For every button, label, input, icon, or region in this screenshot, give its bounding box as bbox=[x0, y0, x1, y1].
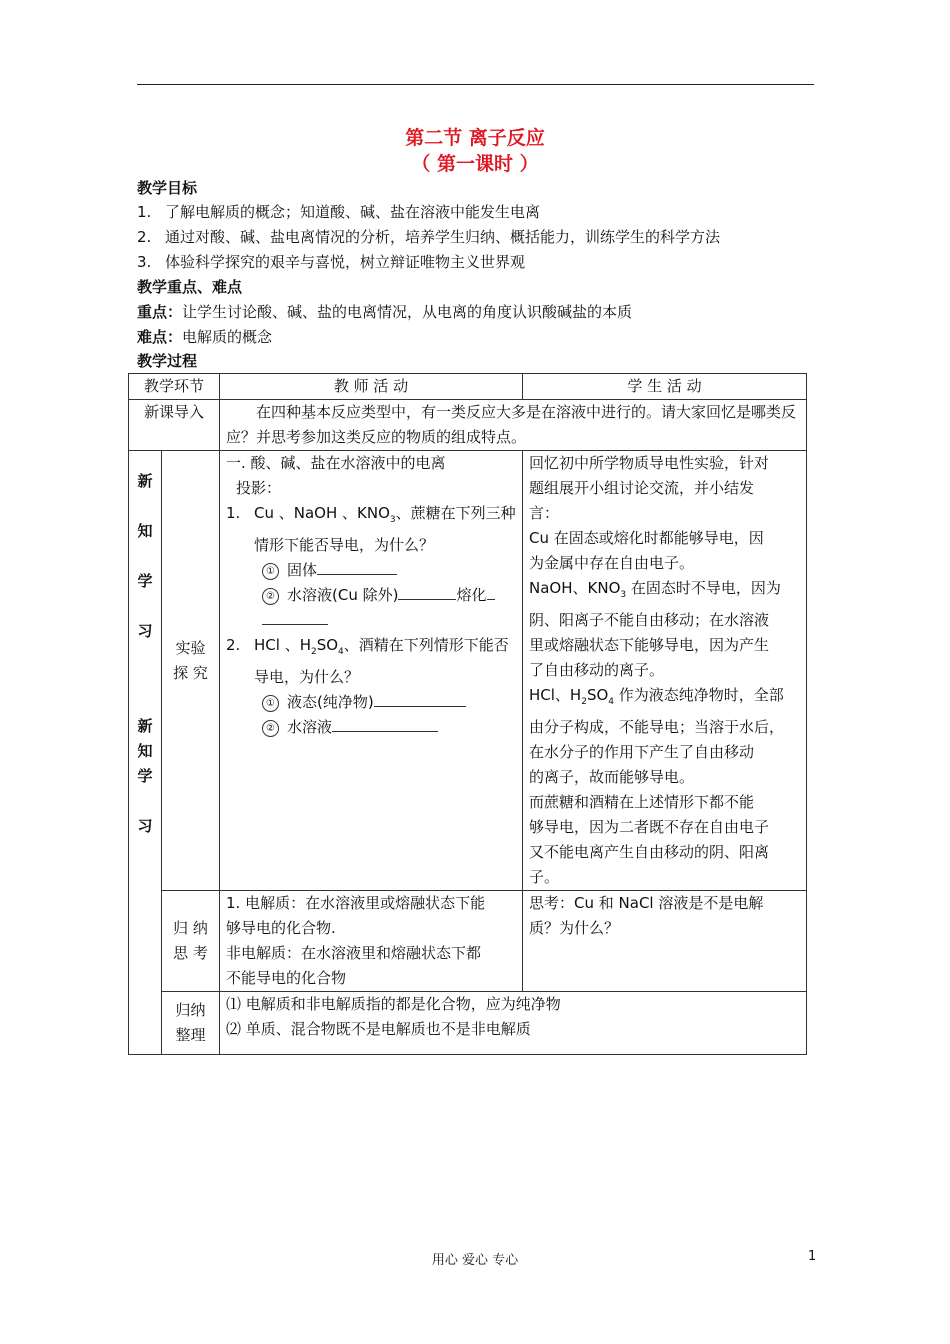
student-text: Cu 在固态或熔化时都能够导电，因 bbox=[529, 529, 764, 547]
section-char: 知 bbox=[137, 742, 153, 760]
student-text-part: NaOH、KNO bbox=[529, 579, 621, 597]
stage-label: 思 考 bbox=[173, 944, 208, 962]
question-text: 导电，为什么？ bbox=[254, 668, 360, 686]
organize-stage bbox=[162, 992, 220, 1055]
subscript: 2 bbox=[310, 647, 317, 657]
page-title: 第二节 离子反应 bbox=[405, 127, 545, 149]
answer-blank[interactable] bbox=[332, 717, 438, 732]
header-teacher: 教 师 活 动 bbox=[220, 374, 523, 400]
section-char: 学 bbox=[137, 767, 153, 785]
subscript: 3 bbox=[620, 590, 627, 600]
section-char: 习 bbox=[137, 817, 153, 835]
section-char: 学 bbox=[137, 572, 153, 590]
question-text: 、蔗糖在下列三种 bbox=[395, 504, 516, 522]
table-row-organize bbox=[129, 992, 807, 1055]
student-text: 质？为什么？ bbox=[529, 919, 620, 937]
intro-text: 在四种基本反应类型中，有一类反应大多是在溶液中进行的。请大家回忆是哪类反应？并思考参加这类反应的物质的组成特点。 bbox=[220, 400, 807, 451]
experiment-stage bbox=[162, 451, 220, 891]
footer-text: 用心 爱心 专心 bbox=[431, 1253, 519, 1268]
objective-3 bbox=[137, 251, 525, 272]
header-rule bbox=[137, 84, 814, 85]
student-text-part: SO bbox=[586, 686, 609, 704]
student-text: 由分子构成，不能导电；当溶于水后， bbox=[529, 718, 785, 736]
objectives-heading: 教学目标 bbox=[137, 179, 198, 197]
teacher-heading: 一. 酸、碱、盐在水溶液中的电离 bbox=[226, 454, 446, 472]
process-heading: 教学过程 bbox=[137, 352, 198, 370]
stage-label: 探 究 bbox=[173, 664, 208, 682]
teaching-process-table bbox=[128, 373, 807, 1055]
summary-stage bbox=[162, 891, 220, 992]
key-points-heading: 教学重点、难点 bbox=[137, 278, 243, 296]
student-text: 思考：Cu 和 NaCl 溶液是不是电解 bbox=[529, 894, 764, 912]
subscript: 4 bbox=[608, 697, 615, 707]
teacher-text: 够导电的化合物. bbox=[226, 919, 336, 937]
student-text: 言： bbox=[529, 504, 560, 522]
header-student: 学 生 活 动 bbox=[523, 374, 807, 400]
organize-text: ⑵ 单质、混合物既不是电解质也不是非电解质 bbox=[226, 1020, 531, 1038]
question-text: SO bbox=[316, 636, 339, 654]
answer-blank[interactable] bbox=[374, 692, 466, 707]
organize-content bbox=[220, 992, 807, 1055]
section-char: 知 bbox=[137, 522, 153, 540]
answer-blank[interactable] bbox=[487, 585, 495, 600]
summary-student bbox=[523, 891, 807, 992]
question-number: 1. bbox=[226, 504, 241, 522]
q1-option-1 bbox=[226, 558, 516, 583]
teacher-text: 1. 电解质：在水溶液里或熔融状态下能 bbox=[226, 894, 486, 912]
focus-line bbox=[137, 301, 632, 322]
stage-label: 归 纳 bbox=[173, 919, 208, 937]
question-text: 、酒精在下列情形下能否 bbox=[343, 636, 509, 654]
teacher-text: 不能导电的化合物 bbox=[226, 969, 347, 987]
projection-label: 投影： bbox=[236, 479, 282, 497]
table-header-row bbox=[129, 374, 807, 400]
difficulty-label: 难点： bbox=[137, 328, 183, 346]
student-text: 够导电，因为二者既不存在自由电子 bbox=[529, 818, 770, 836]
option-text: 固体 bbox=[287, 561, 318, 579]
option-text: 水溶液(Cu 除外) bbox=[287, 586, 399, 604]
teacher-text: 非电解质：在水溶液里和熔融状态下都 bbox=[226, 944, 482, 962]
answer-blank[interactable] bbox=[398, 585, 456, 600]
student-text: 为金属中存在自由电子。 bbox=[529, 554, 695, 572]
student-text: 在水分子的作用下产生了自由移动 bbox=[529, 743, 755, 761]
question-text: 情形下能否导电，为什么？ bbox=[254, 536, 435, 554]
intro-stage: 新课导入 bbox=[129, 400, 220, 451]
student-text: 了自由移动的离子。 bbox=[529, 661, 665, 679]
experiment-student bbox=[523, 451, 807, 891]
circled-number-icon: ② bbox=[262, 720, 279, 737]
student-text: 里或熔融状态下能够导电，因为产生 bbox=[529, 636, 770, 654]
question-text: HCl 、H bbox=[254, 636, 311, 654]
focus-label: 重点： bbox=[137, 303, 183, 321]
organize-text: ⑴ 电解质和非电解质指的都是化合物，应为纯净物 bbox=[226, 995, 561, 1013]
student-text: 题组展开小组讨论交流，并小结发 bbox=[529, 479, 755, 497]
option-text: 水溶液 bbox=[287, 718, 333, 736]
difficulty-line bbox=[137, 326, 272, 347]
objective-2 bbox=[137, 226, 720, 247]
circled-number-icon: ② bbox=[262, 588, 279, 605]
stage-label: 整理 bbox=[175, 1026, 206, 1044]
q2-option-1 bbox=[226, 690, 516, 715]
table-row-intro bbox=[129, 400, 807, 451]
student-text bbox=[529, 683, 800, 715]
objective-text: 了解电解质的概念；知道酸、碱、盐在溶液中能发生电离 bbox=[165, 203, 541, 221]
experiment-teacher bbox=[220, 451, 523, 891]
question-number: 2. bbox=[226, 636, 241, 654]
difficulty-text: 电解质的概念 bbox=[182, 328, 273, 346]
header-stage: 教学环节 bbox=[129, 374, 220, 400]
q1-option-2 bbox=[226, 583, 516, 608]
stage-label: 实验 bbox=[175, 639, 206, 657]
objective-text: 通过对酸、碱、盐电离情况的分析，培养学生归纳、概括能力，训练学生的科学方法 bbox=[165, 228, 721, 246]
question-2 bbox=[226, 633, 516, 665]
circled-number-icon: ① bbox=[262, 695, 279, 712]
subscript: 2 bbox=[581, 697, 587, 707]
objective-1 bbox=[137, 201, 540, 222]
q1-option-2-cont bbox=[226, 608, 516, 633]
student-text-part: HCl、H bbox=[529, 686, 582, 704]
stage-label: 归纳 bbox=[175, 1001, 206, 1019]
option-text: 液态(纯净物) bbox=[287, 693, 374, 711]
student-text: 又不能电离产生自由移动的阴、阳离 bbox=[529, 843, 770, 861]
table-row-experiment bbox=[129, 451, 807, 891]
summary-teacher bbox=[220, 891, 523, 992]
subscript: 3 bbox=[389, 515, 396, 525]
student-text-part: 作为液态纯净物时，全部 bbox=[614, 686, 784, 704]
circled-number-icon: ① bbox=[262, 563, 279, 580]
table-row-summary bbox=[129, 891, 807, 992]
page-number: 1 bbox=[808, 1249, 817, 1264]
objective-number: 3. bbox=[137, 253, 152, 271]
focus-text: 让学生讨论酸、碱、盐的电离情况，从电离的角度认识酸碱盐的本质 bbox=[182, 303, 633, 321]
subscript: 4 bbox=[338, 647, 344, 657]
answer-blank[interactable] bbox=[262, 610, 328, 625]
page-subtitle: （ 第一课时 ） bbox=[411, 153, 539, 175]
student-text: 的离子，故而能够导电。 bbox=[529, 768, 695, 786]
option-text: 熔化 bbox=[456, 586, 487, 604]
section-char: 新 bbox=[137, 472, 153, 490]
objective-number: 2. bbox=[137, 228, 152, 246]
q2-option-2 bbox=[226, 715, 516, 740]
answer-blank[interactable] bbox=[317, 560, 397, 575]
student-text: 回忆初中所学物质导电性实验，针对 bbox=[529, 454, 770, 472]
objective-number: 1. bbox=[137, 203, 152, 221]
section-label bbox=[129, 451, 162, 1055]
question-1 bbox=[226, 501, 516, 533]
student-text: 而蔗糖和酒精在上述情形下都不能 bbox=[529, 793, 755, 811]
section-char: 习 bbox=[137, 622, 153, 640]
student-text: 阴、阳离子不能自由移动；在水溶液 bbox=[529, 611, 770, 629]
student-text bbox=[529, 576, 800, 608]
student-text-part: 在固态时不导电，因为 bbox=[626, 579, 781, 597]
question-text: Cu 、NaOH 、KNO bbox=[254, 504, 390, 522]
section-char: 新 bbox=[137, 717, 153, 735]
objective-text: 体验科学探究的艰辛与喜悦，树立辩证唯物主义世界观 bbox=[165, 253, 526, 271]
student-text: 子。 bbox=[529, 868, 560, 886]
